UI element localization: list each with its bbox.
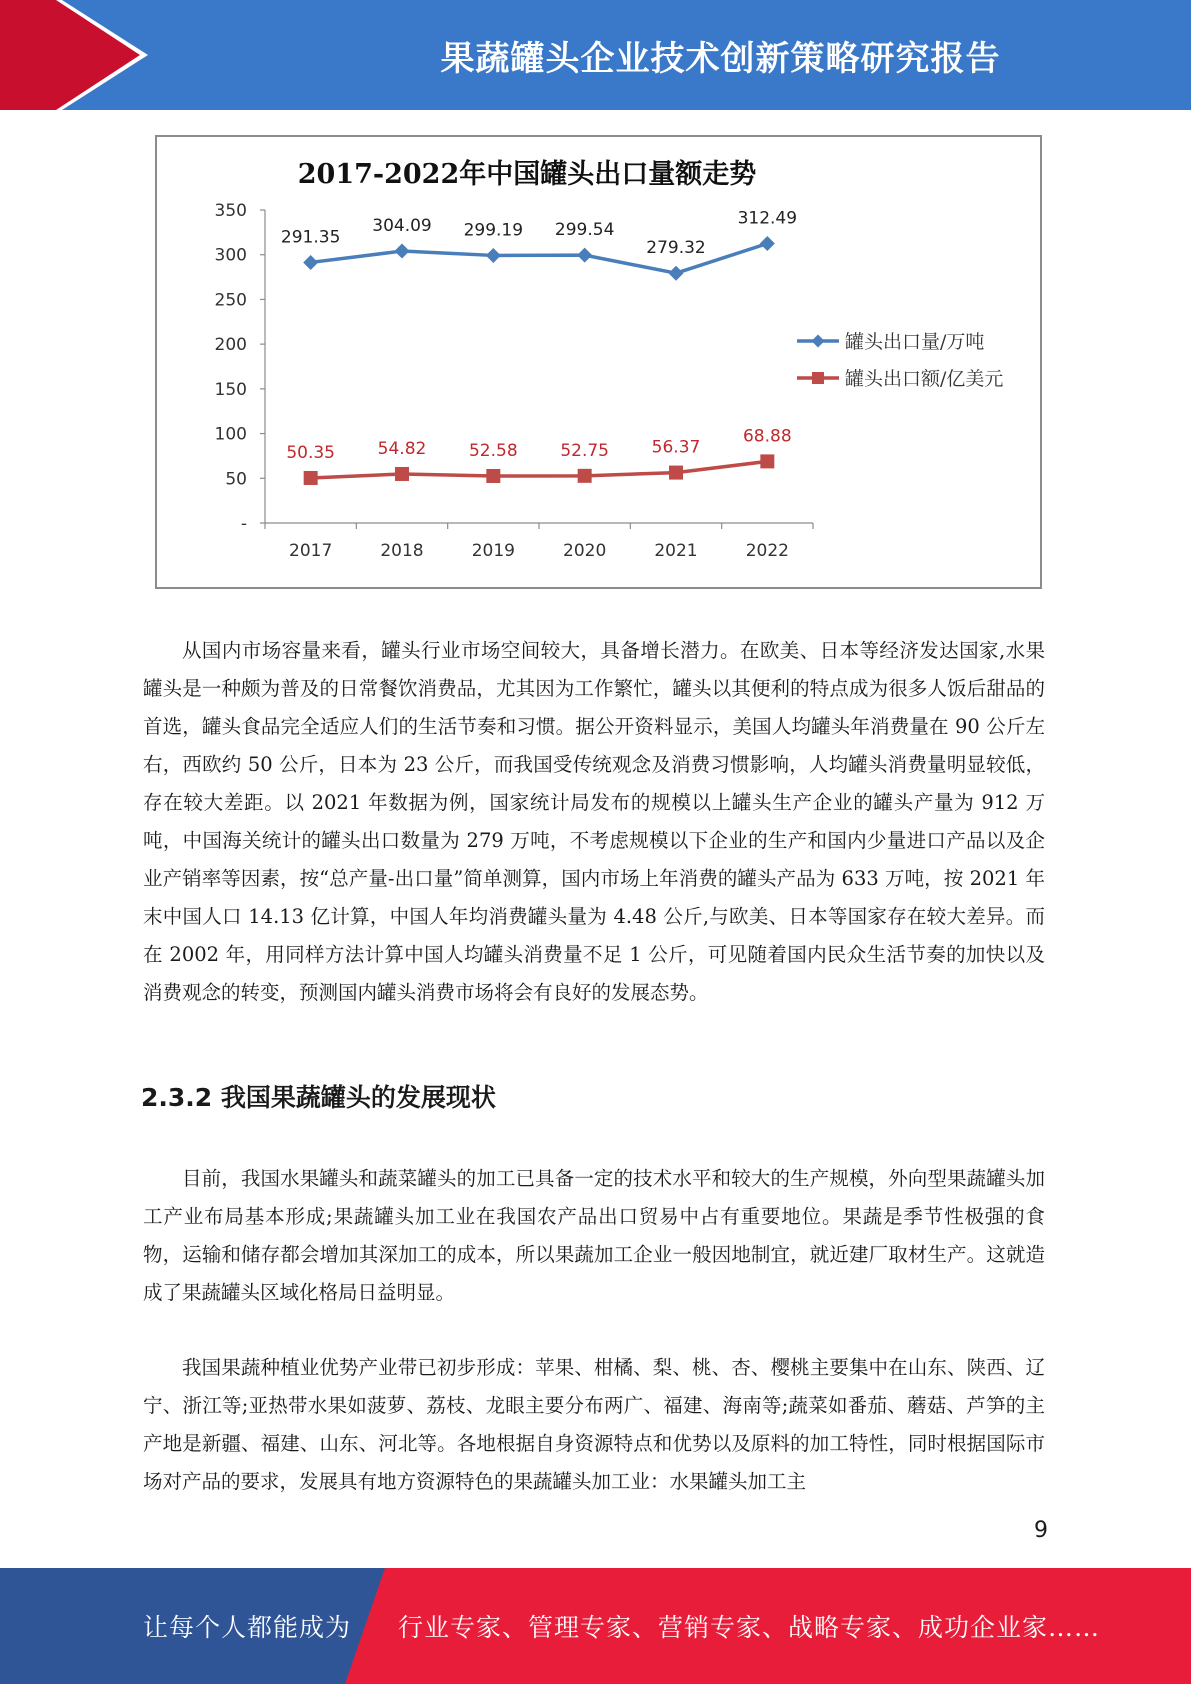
legend-label: 罐头出口量/万吨 bbox=[845, 331, 985, 353]
data-point-square bbox=[304, 471, 318, 485]
data-label: 299.19 bbox=[463, 220, 524, 241]
legend-marker-square bbox=[812, 372, 824, 384]
legend-marker-diamond bbox=[812, 335, 825, 348]
x-tick-label: 2020 bbox=[563, 541, 607, 561]
data-label: 299.54 bbox=[554, 220, 615, 241]
paragraph-domestic-market: 从国内市场容量来看，罐头行业市场空间较大，具备增长潜力。在欧美、日本等经济发达国家,水果罐头是一种颇为普及的日常餐饮消费品，尤其因为工作繁忙，罐头以其便利的特点成为很多人饭后甜品的首选，罐头食品完全适应人们的生活节奏和习惯。据公开资料显示，美国人均罐头年消费量在 90 公斤左右，西欧约 50 公斤，日本为 23 公斤，而我国受传统观念及消费习惯影响，人均罐头消费量明显较低，存在较大差距。以 2021 年数据为例，国家统计局发布的规模以上罐头生产企业的罐头产量为 912 万吨，中国海关统计的罐头出口数量为 279 万吨，不考虑规模以下企业的生产和国内少量进口产品以及企业产销率等因素，按“总产量-出口量”简单测算，国内市场上年消费的罐头产品为 633 万吨，按 2021 年末中国人口 14.13 亿计算，中国人年均消费罐头量为 4.48 公斤,与欧美、日本等国家存在较大差异。而在 2002 年，用同样方法计算中国人均罐头消费量不足 1 公斤，可见随着国内民众生活节奏的加快以及消费观念的转变，预测国内罐头消费市场将会有良好的发展态势。 bbox=[143, 639, 1045, 1004]
y-tick-label: 350 bbox=[214, 201, 247, 221]
data-label: 68.88 bbox=[742, 426, 792, 447]
page-number: 9 bbox=[1034, 1518, 1048, 1543]
data-point-diamond bbox=[303, 255, 318, 270]
x-tick-label: 2018 bbox=[380, 541, 424, 561]
data-point-diamond bbox=[486, 248, 501, 263]
report-title: 果蔬罐头企业技术创新策略研究报告 bbox=[440, 38, 1001, 79]
data-label: 56.37 bbox=[651, 437, 701, 458]
header-red-chevron bbox=[0, 0, 160, 110]
paragraph-current-status: 目前，我国水果罐头和蔬菜罐头的加工已具备一定的技术水平和较大的生产规模，外向型果蔬罐头加工产业布局基本形成;果蔬罐头加工业在我国农产品出口贸易中占有重要地位。果蔬是季节性极强的食物，运输和储存都会增加其深加工的成本，所以果蔬加工企业一般因地制宜，就近建厂取材生产。这就造成了果蔬罐头区域化格局日益明显。 bbox=[143, 1167, 1045, 1304]
y-tick-label: - bbox=[240, 514, 247, 534]
data-label: 312.49 bbox=[737, 208, 798, 229]
data-label: 279.32 bbox=[646, 238, 706, 259]
data-label: 52.75 bbox=[560, 440, 610, 461]
x-tick-label: 2017 bbox=[289, 541, 333, 561]
footer-slogan-left: 让每个人都能成为 bbox=[143, 1613, 352, 1642]
data-point-square bbox=[578, 469, 592, 483]
y-tick-label: 100 bbox=[214, 424, 247, 445]
data-point-diamond bbox=[760, 236, 775, 251]
x-tick-label: 2022 bbox=[745, 541, 789, 561]
paragraph-industry-belts: 我国果蔬种植业优势产业带已初步形成：苹果、柑橘、梨、桃、杏、樱桃主要集中在山东、陕西、辽宁、浙江等;亚热带水果如菠萝、荔枝、龙眼主要分布两广、福建、海南等;蔬菜如番茄、蘑菇、芦笋的主产地是新疆、福建、山东、河北等。各地根据自身资源特点和优势以及原料的加工特性，同时根据国际市场对产品的要求，发展具有地方资源特色的果蔬罐头加工业：水果罐头加工主 bbox=[143, 1356, 1045, 1493]
footer-slogan-right: 行业专家、管理专家、营销专家、战略专家、成功企业家…… bbox=[398, 1613, 1101, 1642]
data-label: 50.35 bbox=[286, 442, 336, 463]
y-tick-label: 200 bbox=[214, 335, 247, 356]
data-label: 291.35 bbox=[280, 227, 341, 248]
y-tick-label: 300 bbox=[214, 245, 247, 266]
data-point-diamond bbox=[395, 244, 410, 259]
data-point-square bbox=[760, 454, 774, 468]
x-tick-label: 2019 bbox=[471, 541, 515, 561]
y-tick-label: 250 bbox=[214, 290, 247, 311]
legend-label: 罐头出口额/亿美元 bbox=[845, 368, 1004, 390]
data-point-square bbox=[395, 467, 409, 481]
y-tick-label: 50 bbox=[225, 469, 247, 490]
y-tick-label: 150 bbox=[214, 379, 247, 400]
data-point-square bbox=[669, 466, 683, 480]
data-point-square bbox=[486, 469, 500, 483]
data-point-diamond bbox=[669, 266, 684, 281]
series-line-2 bbox=[311, 461, 768, 478]
chart-canvas bbox=[157, 137, 1040, 587]
page-header bbox=[0, 0, 1191, 110]
x-tick-label: 2021 bbox=[654, 541, 698, 561]
page-footer bbox=[0, 1568, 1191, 1684]
data-point-diamond bbox=[577, 248, 592, 263]
data-label: 304.09 bbox=[372, 216, 432, 237]
section-heading: 2.3.2 我国果蔬罐头的发展现状 bbox=[141, 1083, 496, 1112]
export-trend-chart bbox=[155, 135, 1042, 589]
data-label: 54.82 bbox=[377, 438, 427, 459]
chart-title: 2017-2022年中国罐头出口量额走势 bbox=[297, 159, 757, 190]
data-label: 52.58 bbox=[468, 440, 518, 461]
